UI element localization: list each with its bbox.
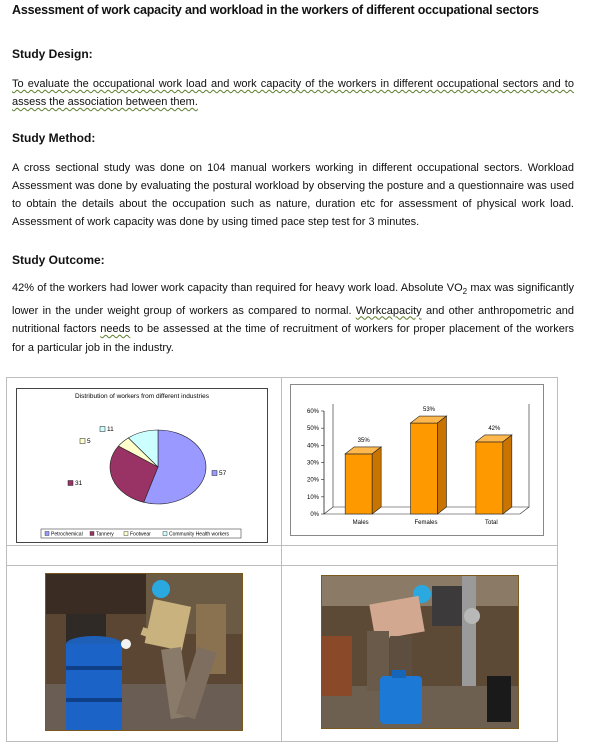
pie-legend-swatch — [90, 532, 94, 536]
study-outcome-heading: Study Outcome: — [12, 253, 105, 267]
bar-y-tick-label: 50% — [306, 426, 319, 433]
workcapacity-word: Workcapacity — [355, 304, 422, 317]
pie-legend-swatch — [163, 532, 167, 536]
study-design-heading: Study Design: — [12, 47, 93, 61]
pie-data-label: 31 — [75, 480, 83, 487]
pie-data-label: 11 — [107, 426, 114, 433]
bar-y-tick-label: 60% — [306, 409, 319, 415]
pie-label-swatch — [68, 481, 73, 486]
pie-legend-entry: Footwear — [130, 531, 151, 538]
bar-males — [345, 454, 372, 514]
pie-legend-swatch — [124, 532, 128, 536]
photo-worker-container — [321, 575, 519, 729]
bar-category-label: Males — [352, 520, 369, 526]
pie-data-label: 5 — [87, 438, 91, 445]
pie-chart — [16, 388, 268, 543]
bar-y-tick-label: 20% — [306, 477, 319, 484]
bar-data-label: 53% — [422, 407, 436, 414]
bar-side-face — [503, 435, 512, 514]
bar-side-face — [438, 416, 447, 514]
bar-y-tick-label: 30% — [306, 460, 319, 467]
study-design-text — [12, 75, 574, 111]
bar-data-label: 42% — [488, 425, 501, 432]
study-method-text: A cross sectional study was done on 104 manual workers working in different occupational sectors. Workload Assessment was done by evaluating the postural workload by observing the posture and a questionnaire was used to obtain the details about the occupation such as nature, duration etc for assessment of physical work load. Assessment of work capacity was done by using timed pace step test for 3 minutes. — [12, 162, 574, 228]
pie-legend-entry: Tannery — [96, 531, 114, 538]
bar-females — [411, 423, 438, 514]
needs-word: needs — [100, 323, 131, 336]
pie-legend-swatch — [45, 532, 49, 536]
bar-category-label: Females — [414, 520, 438, 526]
bar-side-face — [372, 447, 381, 514]
bar-y-tick-label: 10% — [306, 494, 319, 501]
bar-data-label: 35% — [357, 437, 370, 444]
photo-worker-drum — [45, 573, 243, 731]
pie-label-swatch — [100, 427, 105, 432]
bar-y-tick-label: 40% — [306, 443, 319, 450]
bar-chart — [290, 384, 544, 536]
study-method-heading: Study Method: — [12, 131, 96, 145]
pie-data-label: 57 — [219, 470, 227, 477]
pie-title: Distribution of workers from different industries — [75, 393, 209, 400]
bar-total — [476, 442, 503, 514]
bar-category-label: Total — [484, 520, 498, 526]
study-outcome-text: 42% of the workers had lower work capacity than required for heavy work load. Absolute $VO_2$ max was significantly lower in the under weight group of workers as compared to normal. Workcapacity and other anthropometric and nutritional factors needs to be assessed at the time of recruitment of workers for proper placement of the workers for a particular job in the industry. — [12, 282, 574, 354]
pie-legend-entry: Petrochemical — [51, 531, 83, 538]
page-title: Assessment of work capacity and workload in the workers of different occupational sectors — [12, 3, 539, 17]
study-design-body: To evaluate the occupational work load and work capacity of the workers in different occupational sectors and to assess the association between them. — [12, 78, 574, 108]
pie-label-swatch — [80, 439, 85, 444]
pie-legend-entry: Community Health workers — [169, 531, 230, 538]
bar-y-tick-label: 0% — [310, 512, 319, 518]
pie-label-swatch — [212, 471, 217, 476]
